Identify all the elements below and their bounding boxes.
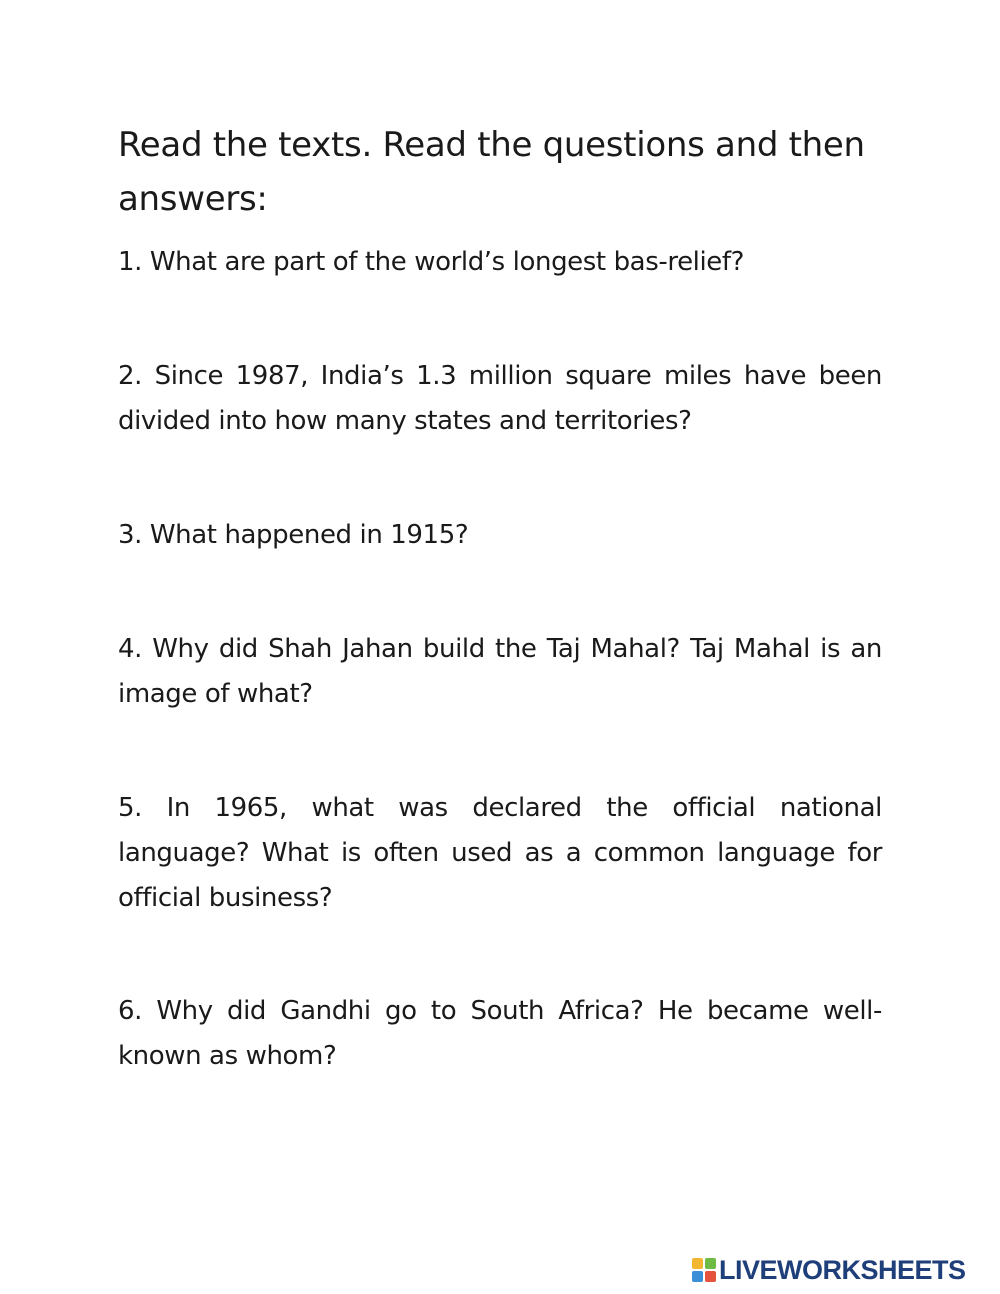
liveworksheets-logo (692, 1253, 966, 1287)
logo-text: LIVEWORKSHEETS (719, 1255, 966, 1285)
logo-tile (692, 1271, 703, 1282)
question-1: 1. What are part of the world’s longest bas-relief? (118, 247, 745, 277)
logo-tile (705, 1258, 716, 1269)
question-3: 3. What happened in 1915? (118, 520, 469, 550)
logo-tile (705, 1271, 716, 1282)
worksheet-heading: Read the texts. Read the questions and then answers: (118, 125, 865, 219)
question-6: 6. Why did Gandhi go to South Africa? He became well-known as whom? (118, 996, 882, 1071)
logo-tile (692, 1258, 703, 1269)
question-4: 4. Why did Shah Jahan build the Taj Mahal? Taj Mahal is an image of what? (118, 634, 882, 709)
liveworksheets-logo-icon (692, 1258, 716, 1282)
question-5: 5. In 1965, what was declared the official national language? What is often used as a common language for official business? (118, 793, 882, 913)
question-2: 2. Since 1987, India’s 1.3 million square miles have been divided into how many states and territories? (118, 361, 882, 436)
